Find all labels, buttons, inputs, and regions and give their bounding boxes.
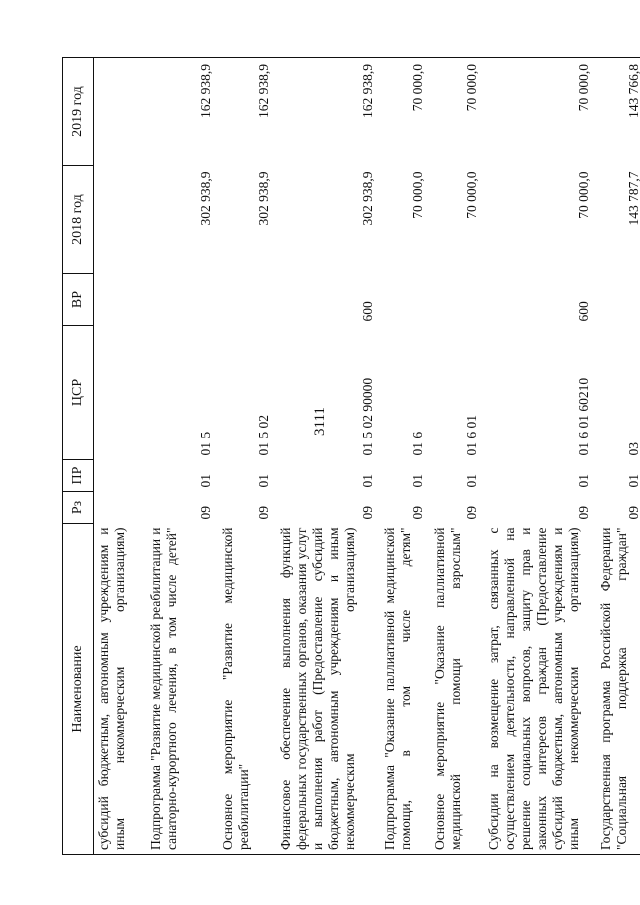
row-rz: 09 — [625, 506, 640, 520]
row-rz: 09 — [409, 506, 425, 520]
row-2019: 162 938,9 — [255, 64, 271, 118]
page-number: 3111 — [312, 407, 328, 436]
header-row — [63, 58, 94, 855]
row-vr — [376, 274, 426, 326]
row-vr — [426, 274, 480, 326]
rotated-budget-table — [62, 58, 640, 855]
row-pr: 01 — [575, 474, 591, 488]
row-pr — [94, 460, 142, 492]
row-pr: 01 — [197, 474, 213, 488]
row-rz: 09 — [463, 506, 479, 520]
row-vr — [592, 274, 640, 326]
col-header-pr: ПР — [63, 460, 94, 492]
row-vr — [94, 274, 142, 326]
table-row — [94, 58, 142, 855]
col-header-name: Наименование — [63, 524, 94, 855]
budget-table — [62, 57, 640, 855]
row-pr: 01 — [359, 474, 375, 488]
row-pr: 01 — [255, 474, 271, 488]
row-2019: 70 000,0 — [409, 64, 425, 112]
row-rz — [94, 492, 142, 524]
row-2019 — [94, 58, 142, 166]
row-rz: 09 — [255, 506, 271, 520]
row-2019: 162 938,9 — [197, 64, 213, 118]
col-header-csr: ЦСР — [63, 326, 94, 460]
row-name: субсидий бюджетным, автономным учреждениям и иным некоммерческим организациям) — [96, 527, 127, 850]
row-2018 — [94, 166, 142, 274]
row-2018: 302 938,9 — [197, 171, 213, 226]
row-csr: 01 6 01 — [463, 415, 479, 456]
row-2018: 302 938,9 — [359, 171, 375, 226]
row-csr: 01 6 — [409, 431, 425, 456]
table-row — [426, 58, 480, 855]
table-row — [214, 58, 272, 855]
row-name: Государственная программа Российской Федерации "Социальная поддержка граждан" — [597, 527, 629, 850]
row-rz: 09 — [359, 506, 375, 520]
row-name: Подпрограмма "Развитие медицинской реабилитации и санаторно-курортного лечения, в том числе детей" — [147, 527, 179, 850]
table-row — [376, 58, 426, 855]
row-pr: 01 — [625, 474, 640, 488]
col-header-vr: ВР — [63, 274, 94, 326]
row-2018: 143 787,7 — [625, 171, 640, 226]
table-row — [142, 58, 214, 855]
row-vr: 600 — [575, 301, 591, 322]
col-header-2019: 2019 год — [63, 58, 94, 166]
row-csr: 01 6 01 60210 — [575, 377, 591, 456]
row-2018: 302 938,9 — [255, 171, 271, 226]
row-name: Субсидии на возмещение затрат, связанных с осуществлением деятельности, направленной на решение социальных вопросов, защиту прав и законных интересов граждан (Предоставление субсидий бюджетным, автономным учреждениям и иным некоммерческим организациям) — [485, 527, 581, 850]
row-2018: 70 000,0 — [463, 171, 479, 219]
row-name: Основное мероприятие "Оказание паллиативной медицинской помощи взрослым" — [431, 527, 463, 850]
row-name: Финансовое обеспечение выполнения функций федеральных государственных органов, оказания услуг и выполнения работ (Предоставление субсидий бюджетным, автономным учреждениям и иным некоммерческим организациям) — [277, 527, 357, 850]
row-2019: 162 938,9 — [359, 64, 375, 118]
row-2018: 70 000,0 — [409, 171, 425, 219]
row-2018: 70 000,0 — [575, 171, 591, 219]
table-row — [480, 58, 592, 855]
row-vr: 600 — [359, 301, 375, 322]
row-vr — [142, 274, 214, 326]
row-2019: 70 000,0 — [575, 64, 591, 112]
row-rz: 09 — [575, 506, 591, 520]
row-vr — [214, 274, 272, 326]
row-rz: 09 — [197, 506, 213, 520]
table-row — [592, 58, 640, 855]
col-header-rz: Рз — [63, 492, 94, 524]
row-csr — [94, 326, 142, 460]
row-2019: 70 000,0 — [463, 64, 479, 112]
row-2019: 143 766,8 — [625, 64, 640, 118]
row-name: Подпрограмма "Оказание паллиативной медицинской помощи, в том числе детям" — [381, 527, 413, 850]
row-csr: 03 — [625, 442, 640, 456]
row-csr: 01 5 02 — [255, 415, 271, 456]
col-header-2018: 2018 год — [63, 166, 94, 274]
row-pr: 01 — [463, 474, 479, 488]
table-row — [272, 58, 376, 855]
row-name: Основное мероприятие "Развитие медицинской реабилитации" — [219, 527, 251, 850]
row-pr: 01 — [409, 474, 425, 488]
row-csr: 01 5 — [197, 431, 213, 456]
row-csr: 01 5 02 90000 — [359, 377, 375, 456]
